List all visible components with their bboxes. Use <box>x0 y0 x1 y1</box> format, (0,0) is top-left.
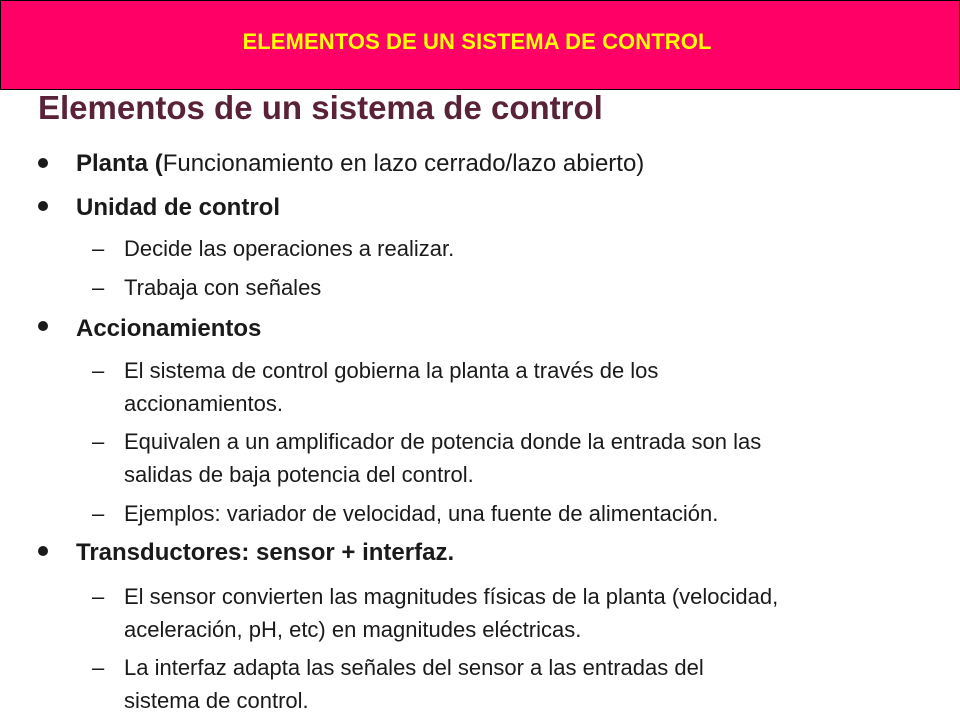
sub-item-continuation: accionamientos. <box>124 391 283 416</box>
section-heading: Elementos de un sistema de control <box>38 89 603 126</box>
title-bar <box>0 0 960 90</box>
sub-item-continuation: sistema de control. <box>124 688 309 713</box>
dash-marker: – <box>92 655 105 680</box>
dash-marker: – <box>92 501 105 526</box>
bullet-text: Funcionamiento en lazo cerrado/lazo abierto) <box>162 150 645 177</box>
sub-item: La interfaz adapta las señales del sensor a las entradas del <box>124 655 704 680</box>
slide-title: ELEMENTOS DE UN SISTEMA DE CONTROL <box>242 29 712 54</box>
bullet-bold-text: Transductores: sensor + interfaz. <box>76 539 455 566</box>
sub-item: Equivalen a un amplificador de potencia donde la entrada son las <box>124 429 762 454</box>
sub-item: Decide las operaciones a realizar. <box>124 236 455 261</box>
bullet-bold-text: Planta ( <box>76 150 163 177</box>
dash-marker: – <box>92 236 105 261</box>
dash-marker: – <box>92 429 105 454</box>
bullet-bold-text: Unidad de control <box>76 194 280 221</box>
bullet-dot <box>38 201 48 211</box>
bullet-transductores <box>76 538 454 568</box>
sub-item: El sistema de control gobierna la planta a través de los <box>124 358 659 383</box>
bullet-accionamientos <box>76 314 261 344</box>
bullet-planta <box>76 149 644 179</box>
dash-marker: – <box>92 275 105 300</box>
bullet-dot <box>38 158 48 168</box>
bullet-unidad-de-control <box>76 193 280 223</box>
bullet-dot <box>38 321 48 331</box>
bullet-dot <box>38 546 48 556</box>
sub-item: El sensor convierten las magnitudes físicas de la planta (velocidad, <box>124 584 779 609</box>
sub-item-continuation: aceleración, pH, etc) en magnitudes eléctricas. <box>124 617 582 642</box>
dash-marker: – <box>92 358 105 383</box>
bullet-bold-text: Accionamientos <box>76 315 262 342</box>
sub-item-continuation: salidas de baja potencia del control. <box>124 462 474 487</box>
sub-item: Trabaja con señales <box>124 275 322 300</box>
sub-item: Ejemplos: variador de velocidad, una fuente de alimentación. <box>124 501 719 526</box>
dash-marker: – <box>92 584 105 609</box>
